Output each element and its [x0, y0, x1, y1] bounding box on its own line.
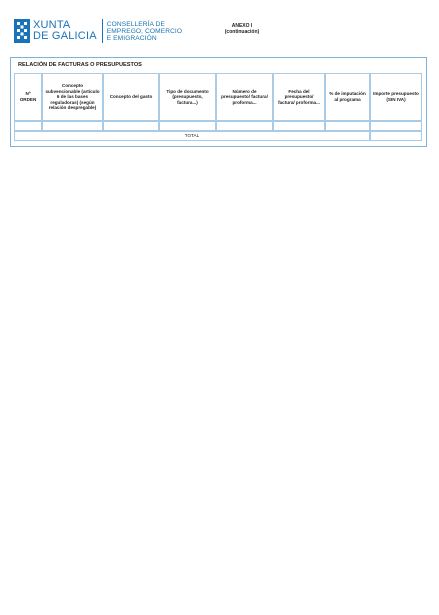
col-header-order: Nº ORDEN: [14, 73, 42, 121]
logo-line-1: XUNTA: [33, 19, 71, 31]
section-title: RELACIÓN DE FACTURAS O PRESUPUESTOS: [18, 62, 142, 68]
invoices-section: [10, 57, 427, 147]
row-1-percent-field[interactable]: [325, 121, 370, 131]
dept-line-3: E EMIGRACIÓN: [106, 34, 157, 42]
row-1-docnumber-field[interactable]: [216, 121, 273, 131]
row-1-concept-select[interactable]: [42, 121, 103, 131]
xunta-logo: [14, 19, 182, 43]
row-1-order-field[interactable]: [14, 121, 42, 131]
total-label: TOTAL: [14, 131, 370, 141]
dept-line-1: CONSELLERÍA DE: [106, 20, 165, 28]
department-name: [107, 21, 182, 42]
row-1-doctype-field[interactable]: [159, 121, 216, 131]
col-header-expense-concept: Concepto del gasto: [103, 73, 159, 121]
logo-line-2: DE GALICIA: [33, 30, 97, 42]
col-header-imputation-percent: % de imputación al programa: [325, 73, 370, 121]
annex-subtitle: (continuación): [224, 29, 260, 35]
logo-separator: [102, 19, 103, 43]
col-header-document-date: Fecha del presupuesto/ factura/ proforma...: [273, 73, 325, 121]
annex-title: ANEXO I: [231, 23, 253, 29]
row-1-amount-field[interactable]: [370, 121, 422, 131]
annex-heading: [200, 23, 284, 35]
xunta-emblem-icon: [14, 19, 30, 43]
col-header-document-type: Tipo de documento (presupuesto, factura...): [159, 73, 216, 121]
xunta-wordmark: [33, 20, 97, 42]
col-header-amount: Importe presupuesto (SIN IVA): [370, 73, 422, 121]
row-1-docdate-field[interactable]: [273, 121, 325, 131]
row-1-expense-field[interactable]: [103, 121, 159, 131]
dept-line-2: EMPREGO, COMERCIO: [106, 27, 183, 35]
col-header-concept-subsidizable: Concepto subvencionable (artículo 6 de las bases reguladoras) (según relación despregable): [42, 73, 103, 121]
col-header-document-number: Número de presupuesto/ factura/ proforma...: [216, 73, 273, 121]
total-amount-field[interactable]: [370, 131, 422, 141]
